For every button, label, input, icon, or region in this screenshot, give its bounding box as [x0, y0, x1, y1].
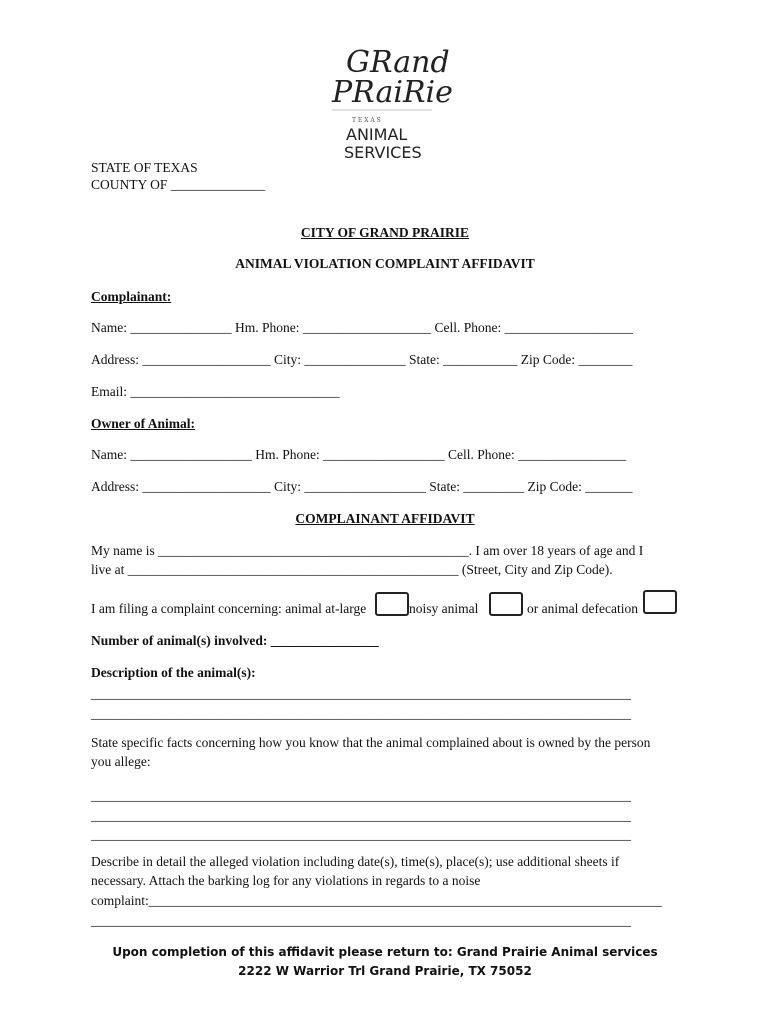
noisy-animal-checkbox[interactable]: [489, 592, 523, 616]
affidavit-heading: COMPLAINANT AFFIDAVIT: [295, 511, 475, 526]
complainant-address-row[interactable]: Address: ___________________ City: _______________ State: ___________ Zip Code: ________: [91, 352, 633, 367]
facts-line-1[interactable]: ________________________________________________________________________________: [91, 788, 631, 803]
owner-address-row[interactable]: Address: ___________________ City: __________________ State: _________ Zip Code: _______: [91, 479, 633, 494]
at-large-checkbox[interactable]: [375, 592, 409, 616]
complaint-type-label: I am filing a complaint concerning: animal at-large: [91, 601, 367, 616]
facts-line-2[interactable]: ________________________________________________________________________________: [91, 808, 631, 823]
defecation-checkbox[interactable]: [643, 590, 677, 614]
violation-instruction-line-1: Describe in detail the alleged violation including date(s), time(s), place(s); use additional sheets if: [91, 854, 620, 869]
violation-instruction-line-2: necessary. Attach the barking log for any violations in regards to a noise: [91, 873, 481, 888]
description-line-2[interactable]: ________________________________________________________________________________: [91, 706, 631, 721]
facts-instruction-line-2: you allege:: [91, 754, 151, 769]
my-name-line[interactable]: My name is ______________________________________________. I am over 18 years of age and I: [91, 543, 644, 558]
description-line-1[interactable]: ________________________________________________________________________________: [91, 686, 631, 701]
violation-line-2[interactable]: ________________________________________________________________________________: [91, 913, 631, 928]
complainant-email-row[interactable]: Email: _______________________________: [91, 384, 340, 399]
county-of-field[interactable]: COUNTY OF ______________: [91, 177, 266, 192]
number-of-animals-field[interactable]: Number of animal(s) involved: ________________: [91, 633, 379, 648]
facts-line-3[interactable]: ________________________________________________________________________________: [91, 827, 631, 842]
noisy-animal-label: noisy animal: [409, 601, 479, 616]
grand-prairie-animal-services-logo: [318, 36, 458, 164]
description-heading: Description of the animal(s):: [91, 665, 256, 680]
owner-name-phone-row[interactable]: Name: __________________ Hm. Phone: __________________ Cell. Phone: ________________: [91, 447, 627, 462]
state-of-texas: STATE OF TEXAS: [91, 160, 198, 175]
return-address: 2222 W Warrior Trl Grand Prairie, TX 75052: [238, 964, 532, 978]
complainant-name-phone-row[interactable]: Name: _______________ Hm. Phone: ___________________ Cell. Phone: ___________________: [91, 320, 633, 335]
logo-prairie-text: PRaiRie: [332, 75, 453, 110]
defecation-label: or animal defecation: [527, 601, 638, 616]
form-title: ANIMAL VIOLATION COMPLAINT AFFIDAVIT: [235, 256, 535, 271]
live-at-line[interactable]: live at _________________________________________________ (Street, City and Zip Code).: [91, 562, 613, 577]
owner-heading: Owner of Animal:: [91, 416, 195, 431]
return-instruction: Upon completion of this affidavit please return to: Grand Prairie Animal services: [112, 945, 658, 959]
logo-grand-text: GRand: [346, 45, 450, 80]
violation-complaint-line[interactable]: complaint:____________________________________________________________________________: [91, 893, 662, 908]
facts-instruction-line-1: State specific facts concerning how you know that the animal complained about is owned by the person: [91, 735, 651, 750]
logo-texas-text: T E X A S: [352, 117, 381, 124]
logo-mark: [318, 36, 458, 164]
city-title: CITY OF GRAND PRAIRIE: [300, 225, 470, 240]
complainant-heading: Complainant:: [91, 289, 172, 304]
logo-animal-text: ANIMAL: [346, 125, 408, 144]
logo-services-text: SERVICES: [344, 143, 422, 162]
